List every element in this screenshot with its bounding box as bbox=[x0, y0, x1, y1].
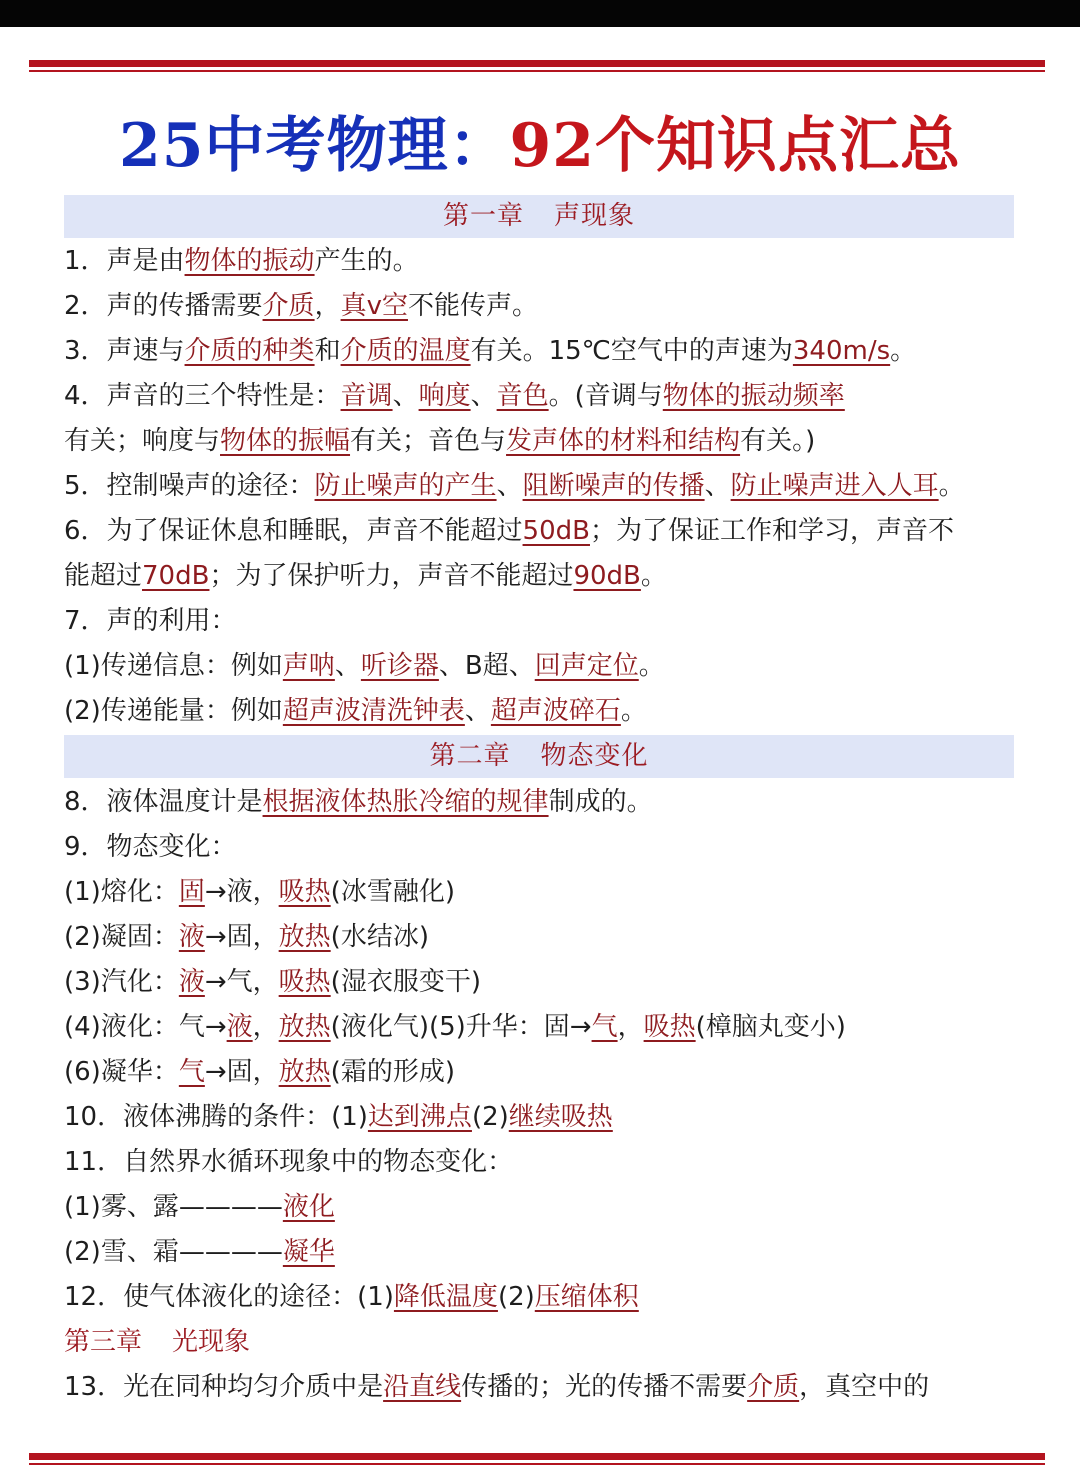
key-term: 物体的振动 bbox=[184, 246, 315, 276]
chapter-1-band bbox=[64, 195, 1014, 238]
bottom-red-rule bbox=[29, 1453, 1045, 1465]
knowledge-line bbox=[64, 464, 1024, 509]
line-text: (樟脑丸变小) bbox=[695, 1012, 846, 1042]
line-text: 2．声的传播需要 bbox=[64, 291, 263, 321]
knowledge-line bbox=[64, 1230, 1024, 1275]
line-text: 制成的。 bbox=[548, 787, 653, 817]
line-text: 有关。15℃空气中的声速为 bbox=[470, 336, 793, 366]
chapter-1-number: 第一章 bbox=[442, 201, 524, 231]
line-text: (2) bbox=[497, 1282, 535, 1312]
line-text: 。(音调与 bbox=[548, 381, 663, 411]
line-text: 11．自然界水循环现象中的物态变化： bbox=[64, 1147, 514, 1177]
line-text: 、 bbox=[704, 471, 731, 501]
line-text: 、 bbox=[470, 381, 497, 411]
knowledge-line bbox=[64, 780, 1024, 825]
line-text: 。 bbox=[620, 696, 647, 726]
title-part-red: 92个知识点汇总 bbox=[509, 111, 961, 181]
knowledge-line bbox=[64, 509, 1024, 554]
chapter-3-heading bbox=[64, 1320, 1024, 1365]
line-text: 、 bbox=[392, 381, 419, 411]
key-term: 降低温度 bbox=[393, 1282, 498, 1312]
line-text: (水结冰) bbox=[330, 922, 429, 952]
line-text: 7．声的利用： bbox=[64, 606, 237, 636]
key-term: 根据液体热胀冷缩的规律 bbox=[262, 787, 549, 817]
key-term: 放热 bbox=[278, 1057, 331, 1087]
line-text: (湿衣服变干) bbox=[330, 967, 481, 997]
line-text: 。 bbox=[638, 651, 665, 681]
line-text: (1)熔化： bbox=[64, 877, 179, 907]
key-term: 发声体的材料和结构 bbox=[506, 426, 741, 456]
knowledge-line bbox=[64, 284, 1024, 329]
line-text: 1．声是由 bbox=[64, 246, 185, 276]
key-term: 沿直线 bbox=[383, 1372, 462, 1402]
line-text: 、B超、 bbox=[438, 651, 535, 681]
line-text: ， bbox=[617, 1012, 644, 1042]
line-text: 12．使气体液化的途径：(1) bbox=[64, 1282, 394, 1312]
knowledge-line bbox=[64, 825, 1024, 870]
key-term: 真v空 bbox=[340, 291, 408, 321]
line-text: (2) bbox=[471, 1102, 509, 1132]
key-term: 回声定位 bbox=[534, 651, 639, 681]
key-term: 介质 bbox=[262, 291, 315, 321]
key-term: 吸热 bbox=[278, 967, 331, 997]
knowledge-line bbox=[64, 689, 1024, 734]
line-text: (2)凝固： bbox=[64, 922, 179, 952]
line-text: (1)雾、露———— bbox=[64, 1192, 283, 1222]
knowledge-line bbox=[64, 329, 1024, 374]
line-text: 不能传声。 bbox=[407, 291, 538, 321]
top-black-bar bbox=[0, 0, 1080, 27]
key-term: 液 bbox=[226, 1012, 253, 1042]
key-term: 凝华 bbox=[282, 1237, 335, 1267]
line-text: (4)液化：气→ bbox=[64, 1012, 227, 1042]
key-term: 340m/s bbox=[792, 336, 891, 366]
line-text: (1)传递信息：例如 bbox=[64, 651, 283, 681]
key-term: 音色 bbox=[496, 381, 549, 411]
key-term: 气 bbox=[591, 1012, 618, 1042]
key-term: 物体的振幅 bbox=[220, 426, 351, 456]
line-text: ；为了保证工作和学习，声音不 bbox=[589, 516, 954, 546]
key-term: 听诊器 bbox=[360, 651, 439, 681]
line-text: →气， bbox=[204, 967, 279, 997]
line-text: (冰雪融化) bbox=[330, 877, 455, 907]
chapter-2-number: 第二章 bbox=[429, 741, 511, 771]
key-term: 气 bbox=[178, 1057, 205, 1087]
key-term: 吸热 bbox=[643, 1012, 696, 1042]
line-text: (2)雪、霜———— bbox=[64, 1237, 283, 1267]
key-term: 放热 bbox=[278, 922, 331, 952]
line-text: ， bbox=[252, 1012, 279, 1042]
line-text: 5．控制噪声的途径： bbox=[64, 471, 315, 501]
key-term: 90dB bbox=[573, 561, 641, 591]
knowledge-line bbox=[64, 1050, 1024, 1095]
line-text: (2)传递能量：例如 bbox=[64, 696, 283, 726]
line-text: 13．光在同种均匀介质中是 bbox=[64, 1372, 384, 1402]
line-text: 8．液体温度计是 bbox=[64, 787, 263, 817]
key-term: 超声波碎石 bbox=[490, 696, 621, 726]
line-text: (6)凝华： bbox=[64, 1057, 179, 1087]
line-text: →液， bbox=[204, 877, 279, 907]
key-term: 声呐 bbox=[282, 651, 335, 681]
line-text: (3)汽化： bbox=[64, 967, 179, 997]
key-term: 音调 bbox=[340, 381, 393, 411]
line-text: 能超过 bbox=[64, 561, 143, 591]
knowledge-line bbox=[64, 1365, 1024, 1410]
title-part-blue: 25中考物理： bbox=[119, 111, 510, 181]
key-term: 压缩体积 bbox=[534, 1282, 639, 1312]
line-text: (液化气)(5)升华：固→ bbox=[330, 1012, 592, 1042]
line-text: 、 bbox=[496, 471, 523, 501]
key-term: 响度 bbox=[418, 381, 471, 411]
chapter-2-band bbox=[64, 735, 1014, 778]
key-term: 70dB bbox=[142, 561, 210, 591]
knowledge-line bbox=[64, 374, 1024, 419]
knowledge-line bbox=[64, 419, 1024, 464]
line-text: 9．物态变化： bbox=[64, 832, 237, 862]
key-term: 液 bbox=[178, 967, 205, 997]
knowledge-line bbox=[64, 1005, 1024, 1050]
knowledge-line bbox=[64, 599, 1024, 644]
line-text: 6．为了保证休息和睡眠，声音不能超过 bbox=[64, 516, 523, 546]
line-text: 有关；音色与 bbox=[350, 426, 507, 456]
knowledge-line bbox=[64, 1140, 1024, 1185]
knowledge-line bbox=[64, 915, 1024, 960]
line-text: 、 bbox=[334, 651, 361, 681]
line-text: 。 bbox=[890, 336, 917, 366]
line-text: →固， bbox=[204, 1057, 279, 1087]
key-term: 介质的温度 bbox=[340, 336, 471, 366]
chapter-3-number: 第三章 bbox=[64, 1327, 143, 1357]
page-title bbox=[0, 98, 1080, 194]
line-text: →固， bbox=[204, 922, 279, 952]
knowledge-line bbox=[64, 644, 1024, 689]
line-text: ， bbox=[314, 291, 341, 321]
line-text: 有关。) bbox=[740, 426, 816, 456]
chapter-3-name: 光现象 bbox=[172, 1327, 251, 1357]
key-term: 防止噪声的产生 bbox=[314, 471, 497, 501]
key-term: 50dB bbox=[522, 516, 590, 546]
key-term: 达到沸点 bbox=[367, 1102, 472, 1132]
knowledge-line bbox=[64, 1095, 1024, 1140]
top-red-rule bbox=[29, 60, 1045, 72]
line-text: 。 bbox=[938, 471, 965, 501]
key-term: 放热 bbox=[278, 1012, 331, 1042]
key-term: 液化 bbox=[282, 1192, 335, 1222]
key-term: 继续吸热 bbox=[508, 1102, 613, 1132]
line-text: 。 bbox=[640, 561, 667, 591]
knowledge-line bbox=[64, 870, 1024, 915]
key-term: 介质 bbox=[747, 1372, 800, 1402]
line-text: 3．声速与 bbox=[64, 336, 185, 366]
line-text: 、 bbox=[464, 696, 491, 726]
key-term: 超声波清洗钟表 bbox=[282, 696, 465, 726]
chapter-2-name: 物态变化 bbox=[540, 741, 649, 771]
key-term: 防止噪声进入人耳 bbox=[730, 471, 939, 501]
key-term: 吸热 bbox=[278, 877, 331, 907]
line-text: 传播的；光的传播不需要 bbox=[461, 1372, 748, 1402]
key-term: 固 bbox=[178, 877, 205, 907]
knowledge-line bbox=[64, 1275, 1024, 1320]
line-text: 4．声音的三个特性是： bbox=[64, 381, 341, 411]
key-term: 物体的振动频率 bbox=[662, 381, 845, 411]
chapter-1-name: 声现象 bbox=[554, 201, 636, 231]
knowledge-line bbox=[64, 554, 1024, 599]
knowledge-line bbox=[64, 239, 1024, 284]
line-text: 和 bbox=[314, 336, 341, 366]
knowledge-line bbox=[64, 960, 1024, 1005]
key-term: 介质的种类 bbox=[184, 336, 315, 366]
line-text: 10．液体沸腾的条件：(1) bbox=[64, 1102, 368, 1132]
key-term: 液 bbox=[178, 922, 205, 952]
line-text: 产生的。 bbox=[314, 246, 419, 276]
key-term: 阻断噪声的传播 bbox=[522, 471, 705, 501]
knowledge-line bbox=[64, 1185, 1024, 1230]
line-text: ，真空中的 bbox=[799, 1372, 930, 1402]
line-text: 有关；响度与 bbox=[64, 426, 221, 456]
line-text: (霜的形成) bbox=[330, 1057, 455, 1087]
line-text: ；为了保护听力，声音不能超过 bbox=[209, 561, 574, 591]
